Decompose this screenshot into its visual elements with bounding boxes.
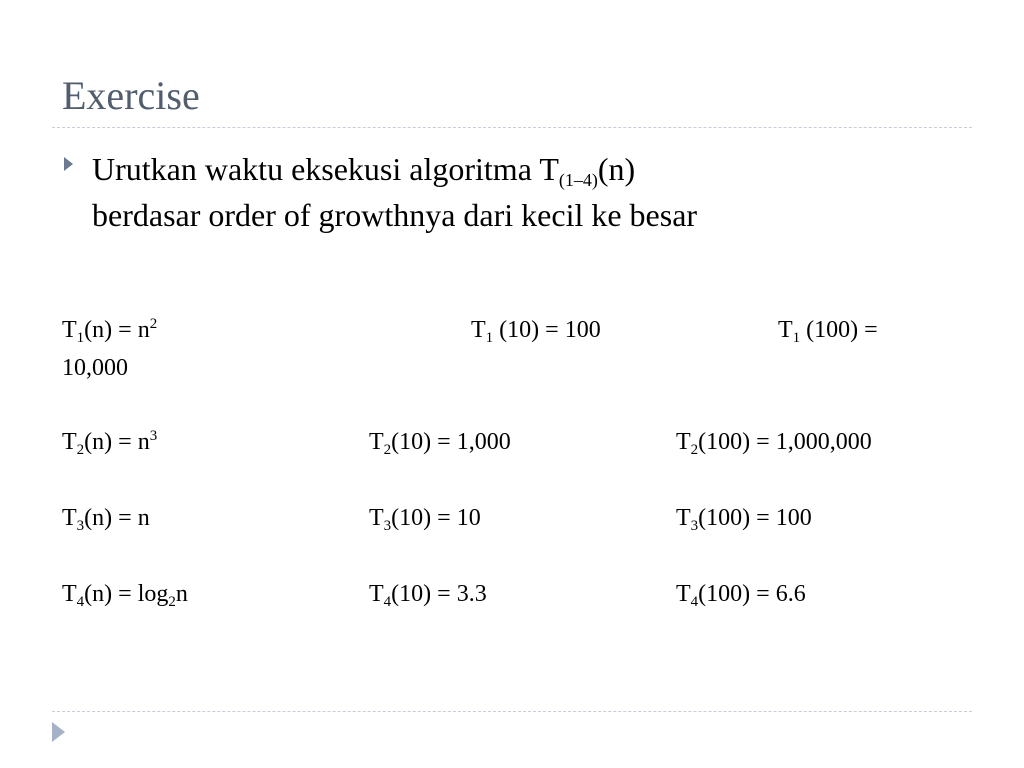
slide-title: Exercise (62, 73, 200, 118)
t3-formula: $T_3(n) = n$ (62, 505, 150, 534)
t1-at-100: $T_1$ (100) = (778, 317, 878, 346)
bullet-text (92, 146, 972, 238)
t1-at-10: $T_1$ (10) = 100 (471, 317, 601, 346)
t1-formula: $T_1(n) = n^2$ (62, 316, 158, 346)
title-divider (52, 127, 972, 128)
t4-at-100: $T_4(100) = 6.6$ (676, 581, 806, 610)
t4-at-10: $T_4(10) = 3.3$ (369, 581, 487, 610)
t2-at-10: $T_2(10) = 1,000$ (369, 429, 511, 458)
next-slide-icon[interactable] (52, 722, 65, 742)
t2-formula: $T_2(n) = n^3$ (62, 428, 158, 458)
t2-at-100: $T_2(100) = 1,000,000$ (676, 429, 872, 458)
bullet-line-1: Urutkan waktu eksekusi algoritma $T_{(1-4)}(n)$ (92, 151, 636, 190)
t3-at-100: $T_3(100) = 100$ (676, 505, 812, 534)
bullet-line-2: berdasar order of growthnya dari kecil ke besar (92, 197, 698, 233)
footer-divider (52, 711, 972, 712)
t1-at-100-wrap: 10,000 (62, 355, 128, 381)
t3-at-10: $T_3(10) = 10$ (369, 505, 481, 534)
triangle-right-icon (64, 157, 73, 171)
t4-formula: $T_4(n) = \log_2n$ (62, 581, 188, 610)
